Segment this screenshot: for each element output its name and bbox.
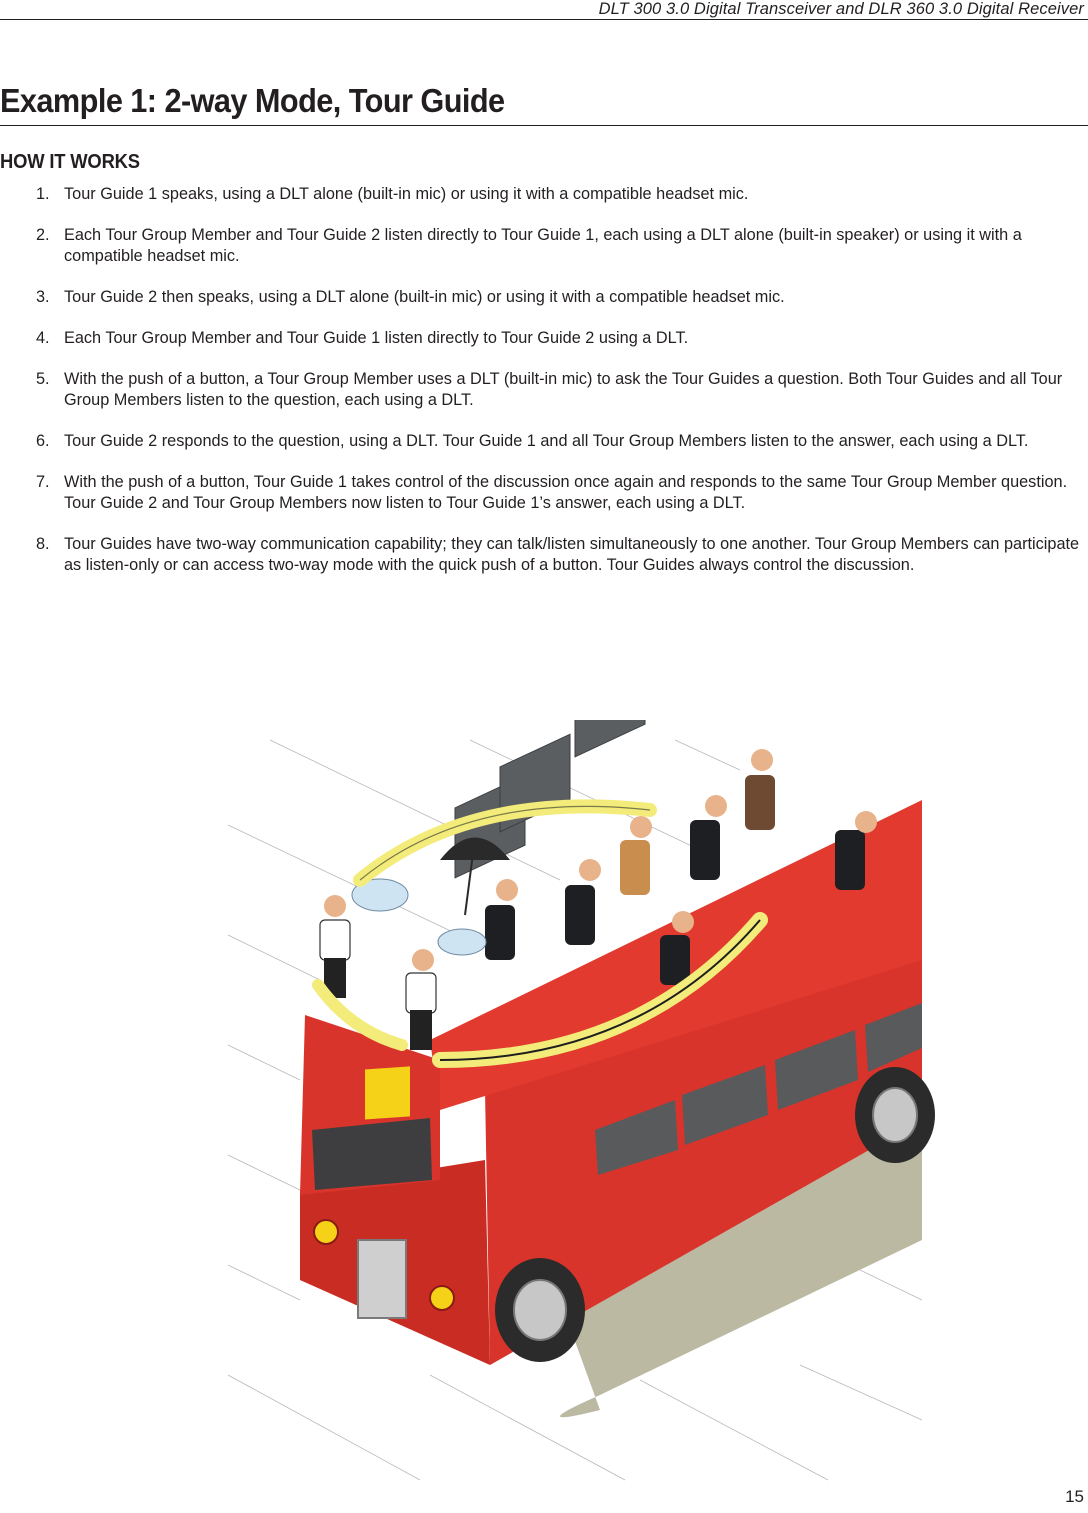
step-number: 8. (36, 535, 50, 553)
bus-grille (358, 1240, 406, 1318)
tour-bus-illustration (0, 720, 1088, 1490)
bus-windshield (312, 1118, 432, 1190)
section-heading: HOW IT WORKS (0, 151, 140, 173)
step-text: Tour Guide 2 then speaks, using a DLT alone (built-in mic) or using it with a compatible headset mic. (64, 288, 785, 306)
step-number: 1. (36, 185, 50, 203)
step-item (36, 328, 1084, 349)
title-rule (0, 125, 1088, 126)
step-item (36, 431, 1084, 452)
rear-wheel (855, 1067, 935, 1163)
step-item (36, 472, 1084, 514)
front-wheel (495, 1258, 585, 1362)
step-text: Tour Guides have two-way communication capability; they can talk/listen simultaneously to one another. Tour Group Members can participate as listen-only or can access two-way mode with the quick push of a button. Tour Guides always control the discussion. (64, 535, 1080, 574)
page-number: 15 (1065, 1487, 1084, 1506)
headlight-right (430, 1286, 454, 1310)
speech-bubble-guide-2 (438, 929, 486, 955)
tour-guide-1 (320, 895, 350, 998)
step-number: 4. (36, 329, 50, 347)
page-title: Example 1: 2-way Mode, Tour Guide (0, 82, 505, 119)
step-text: Each Tour Group Member and Tour Guide 1 listen directly to Tour Guide 2 using a DLT. (64, 329, 689, 347)
steps-list (36, 184, 1084, 596)
step-text: With the push of a button, Tour Guide 1 takes control of the discussion once again and responds to the same Tour Group Member question. Tour Guide 2 and Tour Group Members now listen to Tour Guide 1’s answer, each using a DLT. (64, 473, 1068, 512)
running-header: DLT 300 3.0 Digital Transceiver and DLR 360 3.0 Digital Receiver (598, 0, 1084, 18)
step-text: Each Tour Group Member and Tour Guide 2 listen directly to Tour Guide 1, each using a DLT alone (built-in speaker) or using it with a compatible headset mic. (64, 226, 1022, 265)
step-item (36, 184, 1084, 205)
step-item (36, 369, 1084, 411)
step-text: With the push of a button, a Tour Group Member uses a DLT (built-in mic) to ask the Tour Guides a question. Both Tour Guides and all Tour Group Members listen to the question, each using a DLT. (64, 370, 1063, 409)
tour-guide-2 (406, 949, 436, 1050)
step-text: Tour Guide 2 responds to the question, using a DLT. Tour Guide 1 and all Tour Group Members listen to the answer, each using a DLT. (64, 432, 1029, 450)
destination-sign (365, 1066, 410, 1119)
step-number: 6. (36, 432, 50, 450)
step-item (36, 225, 1084, 267)
step-number: 5. (36, 370, 50, 388)
headlight-left (314, 1220, 338, 1244)
step-number: 7. (36, 473, 50, 491)
step-number: 2. (36, 226, 50, 244)
step-text: Tour Guide 1 speaks, using a DLT alone (built-in mic) or using it with a compatible headset mic. (64, 185, 749, 203)
step-item (36, 287, 1084, 308)
step-number: 3. (36, 288, 50, 306)
header-rule (0, 19, 1088, 20)
step-item (36, 534, 1084, 576)
umbrella-icon (440, 838, 510, 916)
